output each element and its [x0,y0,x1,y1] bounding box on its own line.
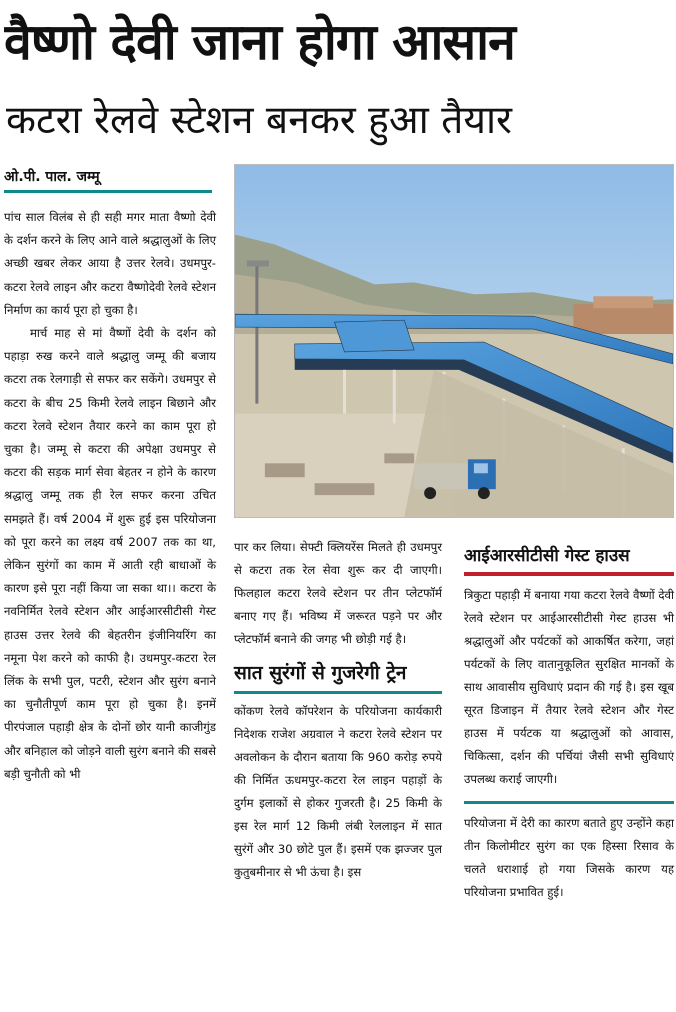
guest-house-box [464,584,674,804]
left-paragraph-2: मार्च माह से मां वैष्णों देवी के दर्शन को पहाड़ा रुख करने वाले श्रद्धालु जम्मू की बजाय कटरा तक रेलगाड़ी से सफर कर सकेंगे। उधमपुर से कटरा के बीच 25 किमी रेलवे लाइन बिछाने और कटरा रेलवे स्टेशन तैयार करने का काम पूरा हो चुका है। जम्मू से कटरा की अपेक्षा उधमपुर से कटरा की सड़क मार्ग सेवा बेहतर न होने के कारण श्रद्धालु जम्मू तक ही रेल सफर करना उचित समझते हैं। वर्ष 2004 में शुरू हुई इस परियोजना को पूरा करने का लक्ष्य वर्ष 2007 तक का था, लेकिन सुरंगों का काम में आती रही बाधाओं के कारण इसे पूरा नहीं किया जा सका था।। कटरा के नवनिर्मित रेलवे स्टेशन और आईआरसीटीसी गेस्ट हाउस उत्तर रेलवे की बेहतरीन इंजीनियरिंग का नमूना पेश करने को काफी है। उधमपुर-कटरा रेल लिंक के सभी पुल, पटरी, स्टेशन और सुरंग बनाने का चुनौतीपूर्ण काम पूरा हो चुका है। इनमें पीरपंजाल पहाड़ी क्षेत्र के दोनों छोर यानी काजीगुंड और बनिहाल को जोड़ने वाली सुरंग बनाने की सबसे बड़ी चुनौती को भी [4,326,216,781]
right-paragraph-2: परियोजना में देरी का कारण बताते हुए उन्होंने कहा तीन किलोमीटर सुरंग का एक हिस्सा रिसाव के चलते धराशाई हो गया जिसके कारण यह परियोजना प्रभावित हुई। [464,816,674,899]
guest-house-heading: आईआरसीटीसी गेस्ट हाउस [464,540,674,576]
right-column [464,540,674,904]
subheadline: कटरा रेलवे स्टेशन बनकर हुआ तैयार [6,98,513,143]
middle-paragraph-1: पार कर लिया। सेफ्टी क्लियरेंस मिलते ही उधमपुर से कटरा तक रेल सेवा शुरू कर दी जाएगी। फिलहाल कटरा रेलवे स्टेशन पर तीन प्लेटफॉर्म बनाए गए हैं। भविष्य में जरूरत पड़ने पर और प्लेटफॉर्म बनाने की जगह भी छोड़ी गई है। [234,540,442,646]
guest-house-paragraph: त्रिकुटा पहाड़ी में बनाया गया कटरा रेलवे वैष्णों देवी रेलवे स्टेशन पर आईआरसीटीसी गेस्ट हाउस भी श्रद्धालुओं और पर्यटकों को आकर्षित करेगा, जहां पर्यटकों के लिए वातानुकूलित सुरक्षित मानकों के साथ आवासीय सुविधाएं प्रदान की गई है। इस खूब सूरत डिजाइन में तैयार रेलवे स्टेशन और गेस्ट हाउस में पर्यटक या श्रद्धालुओं को आवास, चिकित्सा, दर्शन की पर्चियां जैसी सभी सुविधाएं उपलब्ध कराई जाएगी। [464,588,674,786]
station-photo [234,164,674,518]
middle-column [234,536,442,884]
byline: ओ.पी. पाल. जम्मू [4,164,212,193]
left-paragraph-1: पांच साल विलंब से ही सही मगर माता वैष्णो देवी के दर्शन करने के लिए आने वाले श्रद्धालुओं के लिए अच्छी खबर लेकर आया है उत्तर रेलवे। उधमपुर-कटरा रेलवे लाइन और कटरा वैष्णोदेवी रेलवे स्टेशन निर्माण का कार्य पूरा हो चुका है। [4,210,216,317]
headline: वैष्णो देवी जाना होगा आसान [4,13,515,71]
station-photo-illustration [235,165,673,517]
tunnels-section-heading: सात सुरंगों से गुजरेगी ट्रेन [234,659,442,694]
left-column [4,206,216,786]
middle-paragraph-2: कोंकण रेलवे कॉपरेशन के परियोजना कार्यकारी निदेशक राजेश अग्रवाल ने कटरा रेलवे स्टेशन पर अवलोकन के दौरान बताया कि 960 करोड़ रुपये की निर्मित ऊधमपुर-कटरा रेल लाइन पहाड़ों के दुर्गम इलाकों से होकर गुजरती है। 25 किमी के इस रेल मार्ग 12 किमी लंबी रेललाइन में सात सुरंगें और 30 छोटे पुल हैं। इसमें एक झज्जर पुल कुतुबमीनार से भी ऊंचा है। इस [234,704,442,879]
